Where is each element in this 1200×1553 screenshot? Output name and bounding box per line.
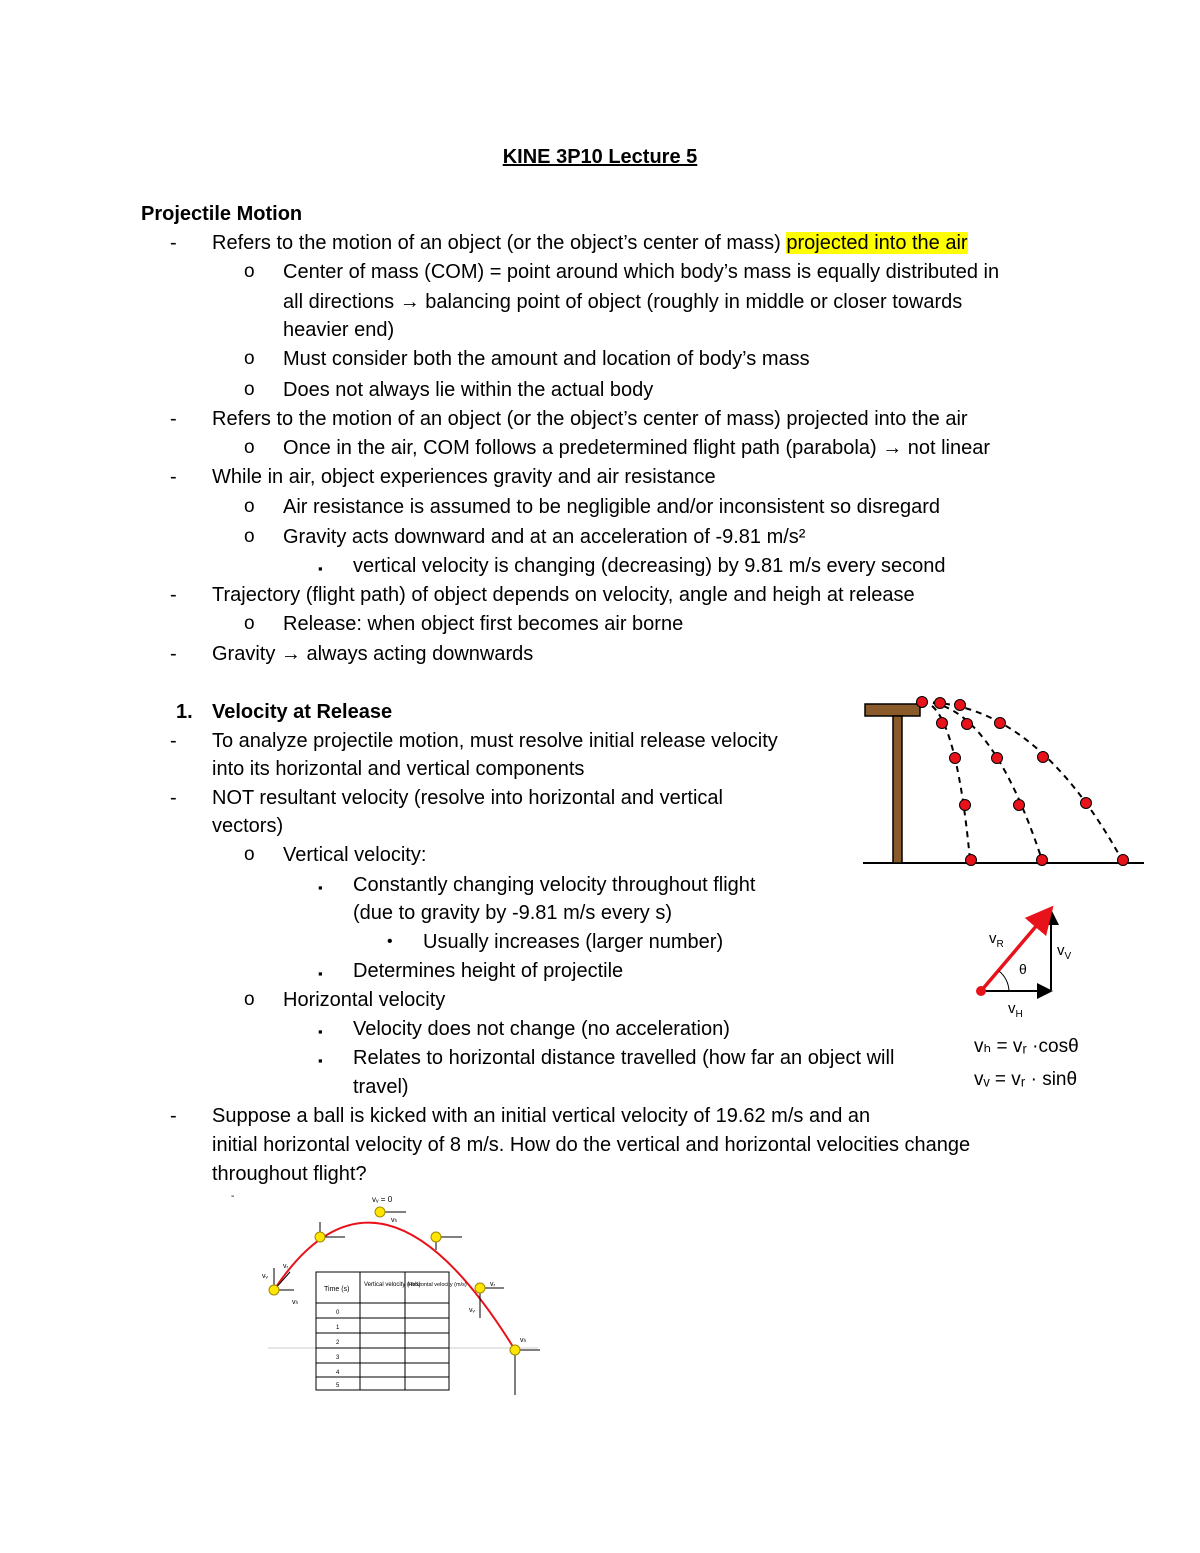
section-heading-projectile-motion: Projectile Motion [141,203,303,225]
table-time-cell: 3 [336,1355,340,1361]
table-header-time: Time (s) [324,1286,350,1293]
ball [935,698,946,709]
bullet-circle: o [244,437,255,458]
bullet-square: ▪ [318,1053,323,1068]
ball [269,1285,279,1295]
table-time-cell: 0 [336,1310,340,1316]
bullet-text-part: Refers to the motion of an object (or the object’s center of mass) [212,232,787,254]
table-time-cell: 4 [336,1370,340,1376]
ball [917,697,928,708]
ball [510,1345,520,1355]
table-time-cell: 5 [336,1383,340,1389]
ball [1118,855,1129,866]
bullet-text: Air resistance is assumed to be negligible and/or inconsistent so disregard [283,496,941,518]
bullet-text: vertical velocity is changing (decreasing) by 9.81 m/s every second [353,555,946,577]
table-time-cell: 2 [336,1340,340,1346]
bullet-text: into its horizontal and vertical components [212,758,585,780]
vv-label: $v_V$ [1057,942,1072,962]
bullet-text: Refers to the motion of an object (or the object’s center of mass) projected into the air [212,408,968,430]
bullet-dash: - [170,584,177,606]
point4-vr-label: vᵣ [490,1281,496,1288]
landing-vh-label: vₕ [520,1337,527,1344]
ball [431,1232,441,1242]
bullet-text: Velocity does not change (no acceleration) [353,1018,730,1040]
ball [475,1283,485,1293]
bullet-circle: o [244,613,255,634]
bullet-text: Relates to horizontal distance travelled (how far an object will [353,1047,895,1069]
bullet-dash: - [170,408,177,430]
ball [950,753,961,764]
apex-vh-label: vₕ [391,1217,398,1224]
bullet-text: Suppose a ball is kicked with an initial vertical velocity of 19.62 m/s and an [212,1105,871,1127]
ball [966,855,977,866]
bullet-circle: o [244,844,255,865]
launch-vr-label: vᵣ [283,1263,289,1270]
bullet-text: Once in the air, COM follows a predetermined flight path (parabola) → not linear [283,437,991,459]
bullet-circle: o [244,379,255,400]
bullet-dash: - [170,232,177,254]
page-title: KINE 3P10 Lecture 5 [502,146,698,168]
ball [955,700,966,711]
ball [995,718,1006,729]
bullet-text: Horizontal velocity [283,989,446,1011]
theta-label: θ [1019,961,1027,977]
bullet-text: Release: when object first becomes air borne [283,613,684,635]
ball [1081,798,1092,809]
apex-label: vᵥ = 0 [372,1195,393,1204]
bullet-text: To analyze projectile motion, must resolve initial release velocity [212,730,778,752]
ball [1038,752,1049,763]
bullet-dash: - [170,643,177,665]
launch-vh-label: vₕ [292,1299,299,1306]
launch-vv-label: vᵥ [262,1273,268,1280]
bullet-square: ▪ [318,1024,323,1039]
trajectory-path-fast [922,702,1122,860]
equation-vv: vᵥ = vᵣ · sinθ [974,1069,1078,1090]
bullet-circle: o [244,526,255,547]
vr-label: $v_R$ [989,930,1004,950]
bullet-text: vectors) [212,815,284,837]
bullet-text: Determines height of projectile [353,960,624,982]
bullet-text: Center of mass (COM) = point around which body’s mass is equally distributed in [283,261,1000,283]
bullet-text: Gravity acts downward and at an acceleration of -9.81 m/s² [283,526,806,548]
bullet-text: Constantly changing velocity throughout flight [353,874,756,896]
bullet-text: (due to gravity by -9.81 m/s every s) [353,902,673,924]
parabolic-flight-figure [228,1190,558,1400]
ball [315,1232,325,1242]
section-number: 1. [176,701,193,723]
ball [1037,855,1048,866]
stray-dash: - [231,1191,235,1202]
bullet-dash: - [170,1105,177,1127]
bullet-circle: o [244,348,255,369]
trajectory-paths-figure [860,690,1150,870]
equation-vh: vₕ = vᵣ ·cosθ [974,1036,1079,1057]
ball [1014,800,1025,811]
bullet-text: Usually increases (larger number) [423,931,724,953]
table-time-cell: 1 [336,1325,340,1331]
table-top [865,704,920,716]
bullet-text [212,231,968,255]
bullet-circle: o [244,261,255,282]
release-point [976,986,986,996]
highlighted-text: projected into the air [786,232,968,254]
vector-decomposition-diagram [965,895,1100,1030]
bullet-text: heavier end) [283,319,395,341]
bullet-square: ▪ [318,561,323,576]
table-leg [893,716,902,863]
bullet-text: Trajectory (flight path) of object depends on velocity, angle and heigh at release [212,584,915,606]
bullet-square: ▪ [318,880,323,895]
bullet-text: NOT resultant velocity (resolve into horizontal and vertical [212,787,723,809]
table-header-horizontal: Horizontal velocity (m/s) [408,1282,467,1288]
ball [992,753,1003,764]
angle-arc [999,971,1009,991]
bullet-text: Does not always lie within the actual body [283,379,654,401]
ball [937,718,948,729]
bullet-text: all directions → balancing point of object (roughly in middle or closer towards [283,291,963,313]
table-header-vertical: Vertical velocity (m/s) [364,1282,421,1288]
bullet-circle: o [244,496,255,517]
bullet-text: travel) [353,1076,409,1098]
bullet-text: Must consider both the amount and location of body’s mass [283,348,810,370]
ball [375,1207,385,1217]
bullet-text: Vertical velocity: [283,844,427,866]
ball [960,800,971,811]
bullet-text: initial horizontal velocity of 8 m/s. How do the vertical and horizontal velocities change [212,1134,971,1156]
resultant-velocity-arrow [981,911,1049,991]
point5-vv-label: vᵥ [469,1307,475,1314]
bullet-dash: - [170,466,177,488]
bullet-text: While in air, object experiences gravity and air resistance [212,466,716,488]
bullet-text: throughout flight? [212,1163,367,1185]
ball-markers [917,697,1129,866]
bullet-dot: • [387,933,393,950]
section-heading-velocity-at-release: Velocity at Release [212,701,393,723]
vh-label: $v_H$ [1008,1000,1023,1020]
bullet-dash: - [170,787,177,809]
ball [962,719,973,730]
bullet-text: Gravity → always acting downwards [212,643,534,665]
bullet-square: ▪ [318,966,323,981]
bullet-dash: - [170,730,177,752]
bullet-circle: o [244,989,255,1010]
